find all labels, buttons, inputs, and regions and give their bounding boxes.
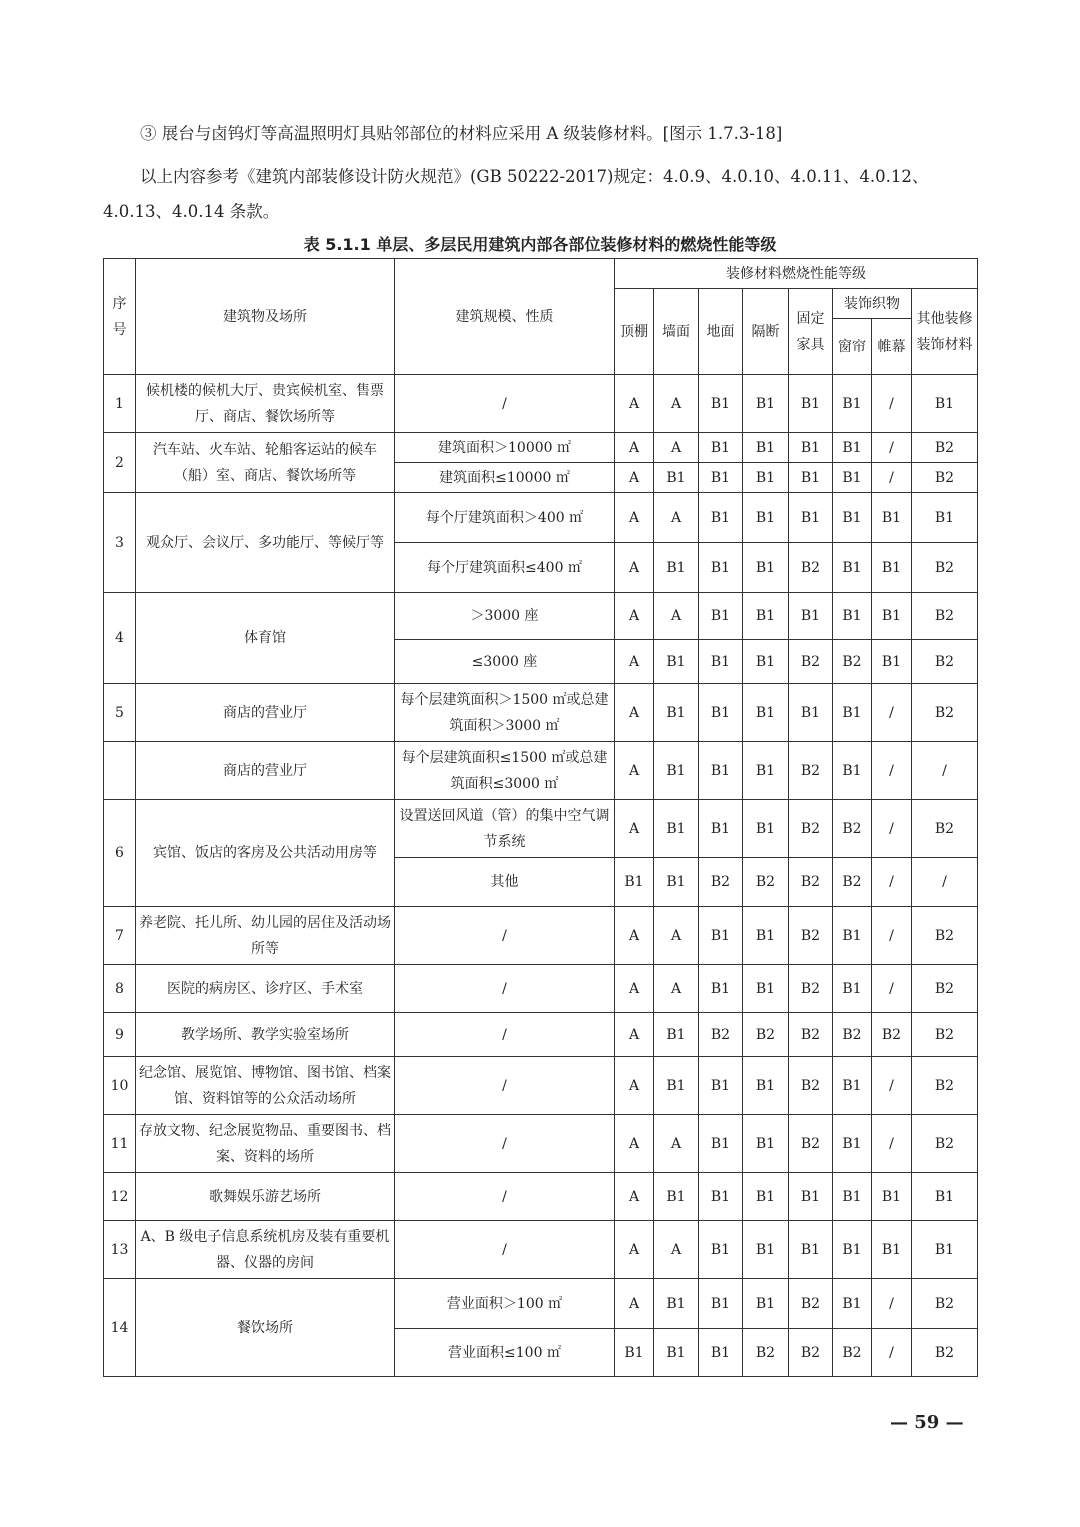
grade-cell: B1: [789, 593, 833, 640]
seq-cell: 8: [104, 965, 136, 1013]
seq-cell: 4: [104, 593, 136, 684]
grade-cell: B1: [615, 1329, 654, 1377]
grade-cell: B1: [872, 1221, 912, 1279]
page-number: — 59 —: [890, 1412, 964, 1433]
grade-cell: B2: [789, 1329, 833, 1377]
place-cell: 存放文物、纪念展览物品、重要图书、档案、资料的场所: [136, 1115, 395, 1173]
grade-cell: B1: [699, 1279, 743, 1329]
place-cell: 汽车站、火车站、轮船客运站的候车（船）室、商店、餐饮场所等: [136, 433, 395, 493]
grade-cell: B2: [789, 1115, 833, 1173]
grade-cell: B1: [743, 593, 789, 640]
grade-cell: B1: [789, 463, 833, 493]
scale-cell: 营业面积＞100 ㎡: [395, 1279, 615, 1329]
grade-cell: B2: [912, 1013, 978, 1057]
grade-cell: B1: [743, 543, 789, 593]
grade-cell: B2: [789, 1057, 833, 1115]
table-row: [104, 684, 978, 742]
grade-cell: A: [615, 1221, 654, 1279]
grade-cell: B1: [833, 742, 872, 800]
grade-cell: B1: [699, 800, 743, 858]
grade-cell: A: [615, 593, 654, 640]
table-row: [104, 433, 978, 463]
grade-cell: B1: [833, 433, 872, 463]
grade-cell: B1: [872, 493, 912, 543]
grade-cell: A: [654, 907, 699, 965]
place-cell: 商店的营业厅: [136, 742, 395, 800]
grade-cell: B1: [833, 1279, 872, 1329]
place-cell: 餐饮场所: [136, 1279, 395, 1377]
seq-cell: 2: [104, 433, 136, 493]
grade-cell: /: [872, 433, 912, 463]
grade-cell: B1: [912, 375, 978, 433]
grade-cell: A: [615, 800, 654, 858]
grade-cell: B1: [833, 375, 872, 433]
grade-cell: B1: [872, 1173, 912, 1221]
grade-cell: B1: [743, 640, 789, 684]
place-cell: 教学场所、教学实验室场所: [136, 1013, 395, 1057]
grade-cell: B1: [789, 493, 833, 543]
grade-cell: B1: [654, 858, 699, 907]
grade-cell: A: [615, 1173, 654, 1221]
grade-cell: B1: [699, 433, 743, 463]
seq-cell: 14: [104, 1279, 136, 1377]
intro-line-1: ③ 展台与卤钨灯等高温照明灯具贴邻部位的材料应采用 A 级装修材料。[图示 1.7.3-18]: [140, 124, 783, 143]
grade-cell: B1: [912, 1173, 978, 1221]
grade-cell: B2: [833, 640, 872, 684]
scale-cell: ≤3000 座: [395, 640, 615, 684]
grade-cell: B1: [699, 742, 743, 800]
grade-cell: B1: [833, 493, 872, 543]
grade-cell: B1: [872, 543, 912, 593]
grade-cell: B1: [743, 463, 789, 493]
header-floor: 地面: [699, 289, 743, 375]
table-header: [104, 259, 978, 375]
place-cell: 观众厅、会议厅、多功能厅、等候厅等: [136, 493, 395, 593]
grade-cell: B2: [872, 1013, 912, 1057]
grade-cell: B2: [912, 1279, 978, 1329]
grade-cell: A: [615, 1279, 654, 1329]
seq-cell: [104, 742, 136, 800]
grade-cell: B2: [743, 1329, 789, 1377]
grade-cell: B1: [699, 593, 743, 640]
seq-cell: 12: [104, 1173, 136, 1221]
grade-cell: B2: [912, 800, 978, 858]
grade-cell: A: [615, 907, 654, 965]
grade-cell: B1: [833, 593, 872, 640]
scale-cell: /: [395, 1115, 615, 1173]
scale-cell: /: [395, 1221, 615, 1279]
scale-cell: ＞3000 座: [395, 593, 615, 640]
grade-cell: B1: [699, 463, 743, 493]
scale-cell: 每个层建筑面积≤1500 ㎡或总建筑面积≤3000 ㎡: [395, 742, 615, 800]
header-fabric-group: 装饰织物: [833, 289, 912, 319]
grade-cell: A: [654, 1221, 699, 1279]
grade-cell: B1: [654, 463, 699, 493]
grade-cell: B1: [743, 375, 789, 433]
grade-cell: B1: [833, 543, 872, 593]
grade-cell: B1: [833, 463, 872, 493]
grade-cell: B1: [699, 1221, 743, 1279]
grade-cell: B2: [789, 742, 833, 800]
grade-cell: /: [872, 907, 912, 965]
grade-cell: B1: [872, 593, 912, 640]
grade-cell: B1: [743, 1279, 789, 1329]
place-cell: 医院的病房区、诊疗区、手术室: [136, 965, 395, 1013]
table-row: [104, 1173, 978, 1221]
table-row: [104, 1057, 978, 1115]
grade-cell: A: [615, 1115, 654, 1173]
grade-cell: /: [872, 1279, 912, 1329]
grade-cell: A: [615, 965, 654, 1013]
grade-cell: /: [912, 742, 978, 800]
seq-cell: 13: [104, 1221, 136, 1279]
grade-cell: A: [615, 684, 654, 742]
scale-cell: 每个厅建筑面积≤400 ㎡: [395, 543, 615, 593]
grade-cell: B1: [833, 1115, 872, 1173]
header-wall: 墙面: [654, 289, 699, 375]
grade-cell: A: [615, 543, 654, 593]
grade-cell: B2: [912, 1115, 978, 1173]
grade-cell: B1: [699, 907, 743, 965]
scale-cell: /: [395, 1173, 615, 1221]
place-cell: 体育馆: [136, 593, 395, 684]
grade-cell: B1: [743, 1115, 789, 1173]
grade-cell: B2: [699, 1013, 743, 1057]
grade-cell: B1: [699, 684, 743, 742]
grade-cell: B1: [743, 1057, 789, 1115]
grade-cell: B1: [743, 742, 789, 800]
table-row: [104, 1279, 978, 1329]
grade-cell: A: [654, 965, 699, 1013]
grade-cell: B1: [654, 1013, 699, 1057]
header-ceiling: 顶棚: [615, 289, 654, 375]
grade-cell: B1: [789, 375, 833, 433]
grade-cell: A: [615, 742, 654, 800]
grade-cell: A: [615, 1013, 654, 1057]
scale-cell: /: [395, 1057, 615, 1115]
grade-cell: A: [654, 375, 699, 433]
grade-cell: B2: [912, 1329, 978, 1377]
grade-cell: A: [654, 493, 699, 543]
header-curtain: 窗帘: [833, 319, 872, 375]
grade-cell: /: [872, 858, 912, 907]
grade-cell: B2: [789, 965, 833, 1013]
grade-cell: B1: [743, 1173, 789, 1221]
grade-cell: B2: [789, 858, 833, 907]
fire-rating-table: [103, 258, 978, 1377]
grade-cell: B1: [654, 1329, 699, 1377]
grade-cell: B1: [912, 493, 978, 543]
header-place: 建筑物及场所: [136, 259, 395, 375]
intro-line-2: 以上内容参考《建筑内部装修设计防火规范》(GB 50222-2017)规定：4.0.9、4.0.10、4.0.11、4.0.12、: [140, 167, 929, 186]
header-scale: 建筑规模、性质: [395, 259, 615, 375]
grade-cell: B2: [789, 907, 833, 965]
scale-cell: 建筑面积＞10000 ㎡: [395, 433, 615, 463]
grade-cell: B2: [699, 858, 743, 907]
grade-cell: /: [872, 684, 912, 742]
grade-cell: B2: [789, 1279, 833, 1329]
grade-cell: B1: [654, 800, 699, 858]
grade-cell: B2: [833, 800, 872, 858]
header-drape: 帷幕: [872, 319, 912, 375]
grade-cell: B1: [654, 1173, 699, 1221]
grade-cell: A: [615, 493, 654, 543]
scale-cell: /: [395, 965, 615, 1013]
grade-cell: B1: [699, 1173, 743, 1221]
grade-cell: B1: [699, 493, 743, 543]
grade-cell: B1: [699, 1115, 743, 1173]
grade-cell: /: [872, 1329, 912, 1377]
header-other: 其他装修装饰材料: [912, 289, 978, 375]
grade-cell: B1: [789, 433, 833, 463]
scale-cell: 每个层建筑面积＞1500 ㎡或总建筑面积＞3000 ㎡: [395, 684, 615, 742]
grade-cell: B2: [743, 858, 789, 907]
scale-cell: /: [395, 1013, 615, 1057]
place-cell: 歌舞娱乐游艺场所: [136, 1173, 395, 1221]
place-cell: 商店的营业厅: [136, 684, 395, 742]
grade-cell: B1: [654, 640, 699, 684]
grade-cell: B1: [912, 1221, 978, 1279]
table-row: [104, 493, 978, 543]
grade-cell: /: [872, 965, 912, 1013]
table-row: [104, 1115, 978, 1173]
grade-cell: B1: [699, 1057, 743, 1115]
header-furniture: 固定家具: [789, 289, 833, 375]
place-cell: A、B 级电子信息系统机房及装有重要机器、仪器的房间: [136, 1221, 395, 1279]
grade-cell: /: [912, 858, 978, 907]
grade-cell: B1: [743, 493, 789, 543]
grade-cell: A: [615, 463, 654, 493]
table-row: [104, 800, 978, 858]
place-cell: 候机楼的候机大厅、贵宾候机室、售票厅、商店、餐饮场所等: [136, 375, 395, 433]
grade-cell: B1: [699, 640, 743, 684]
grade-cell: B2: [789, 1013, 833, 1057]
grade-cell: B1: [654, 684, 699, 742]
grade-cell: B1: [789, 1173, 833, 1221]
table-caption: 表 5.1.1 单层、多层民用建筑内部各部位装修材料的燃烧性能等级: [303, 235, 777, 254]
grade-cell: B1: [743, 907, 789, 965]
seq-cell: 1: [104, 375, 136, 433]
header-grade-group: 装修材料燃烧性能等级: [615, 259, 978, 289]
place-cell: 宾馆、饭店的客房及公共活动用房等: [136, 800, 395, 907]
grade-cell: B2: [833, 1329, 872, 1377]
scale-cell: 每个厅建筑面积＞400 ㎡: [395, 493, 615, 543]
seq-cell: 7: [104, 907, 136, 965]
grade-cell: B1: [654, 742, 699, 800]
grade-cell: B1: [699, 375, 743, 433]
seq-cell: 11: [104, 1115, 136, 1173]
seq-cell: 3: [104, 493, 136, 593]
scale-cell: /: [395, 375, 615, 433]
grade-cell: B1: [743, 433, 789, 463]
grade-cell: B1: [699, 1329, 743, 1377]
grade-cell: B1: [654, 543, 699, 593]
grade-cell: B1: [743, 684, 789, 742]
grade-cell: B1: [699, 965, 743, 1013]
seq-cell: 5: [104, 684, 136, 742]
grade-cell: B1: [789, 684, 833, 742]
table-row: [104, 907, 978, 965]
grade-cell: B2: [833, 1013, 872, 1057]
seq-cell: 9: [104, 1013, 136, 1057]
table-row: [104, 593, 978, 640]
grade-cell: /: [872, 375, 912, 433]
scale-cell: 其他: [395, 858, 615, 907]
grade-cell: B1: [833, 1057, 872, 1115]
grade-cell: A: [654, 593, 699, 640]
scale-cell: 营业面积≤100 ㎡: [395, 1329, 615, 1377]
grade-cell: A: [615, 375, 654, 433]
header-seq: 序号: [104, 259, 136, 375]
grade-cell: B2: [912, 965, 978, 1013]
table-row: [104, 742, 978, 800]
grade-cell: B2: [789, 640, 833, 684]
grade-cell: B1: [789, 1221, 833, 1279]
grade-cell: B2: [789, 543, 833, 593]
table-body: [104, 375, 978, 1377]
table-row: [104, 375, 978, 433]
grade-cell: B1: [743, 1221, 789, 1279]
grade-cell: /: [872, 1057, 912, 1115]
grade-cell: B2: [912, 640, 978, 684]
grade-cell: B1: [654, 1279, 699, 1329]
grade-cell: B1: [743, 965, 789, 1013]
grade-cell: A: [615, 433, 654, 463]
grade-cell: A: [615, 1057, 654, 1115]
header-partition: 隔断: [743, 289, 789, 375]
grade-cell: B1: [743, 800, 789, 858]
grade-cell: B1: [833, 965, 872, 1013]
grade-cell: /: [872, 800, 912, 858]
grade-cell: B1: [833, 1221, 872, 1279]
grade-cell: B2: [743, 1013, 789, 1057]
grade-cell: B2: [912, 907, 978, 965]
grade-cell: B1: [872, 640, 912, 684]
scale-cell: 设置送回风道（管）的集中空气调节系统: [395, 800, 615, 858]
grade-cell: B1: [833, 684, 872, 742]
grade-cell: B2: [912, 593, 978, 640]
table-row: [104, 1013, 978, 1057]
grade-cell: B1: [833, 907, 872, 965]
table-row: [104, 965, 978, 1013]
grade-cell: B2: [789, 800, 833, 858]
grade-cell: /: [872, 1115, 912, 1173]
intro-line-3: 4.0.13、4.0.14 条款。: [103, 202, 280, 221]
grade-cell: B2: [912, 684, 978, 742]
grade-cell: A: [615, 640, 654, 684]
grade-cell: B2: [912, 1057, 978, 1115]
scale-cell: /: [395, 907, 615, 965]
grade-cell: B1: [654, 1057, 699, 1115]
grade-cell: B1: [833, 1173, 872, 1221]
seq-cell: 10: [104, 1057, 136, 1115]
grade-cell: B2: [912, 433, 978, 463]
place-cell: 养老院、托儿所、幼儿园的居住及活动场所等: [136, 907, 395, 965]
grade-cell: B2: [912, 463, 978, 493]
place-cell: 纪念馆、展览馆、博物馆、图书馆、档案馆、资料馆等的公众活动场所: [136, 1057, 395, 1115]
grade-cell: B1: [699, 543, 743, 593]
scale-cell: 建筑面积≤10000 ㎡: [395, 463, 615, 493]
grade-cell: B2: [912, 543, 978, 593]
seq-cell: 6: [104, 800, 136, 907]
grade-cell: B1: [615, 858, 654, 907]
grade-cell: A: [654, 1115, 699, 1173]
grade-cell: /: [872, 742, 912, 800]
grade-cell: A: [654, 433, 699, 463]
grade-cell: /: [872, 463, 912, 493]
table-row: [104, 1221, 978, 1279]
grade-cell: B2: [833, 858, 872, 907]
